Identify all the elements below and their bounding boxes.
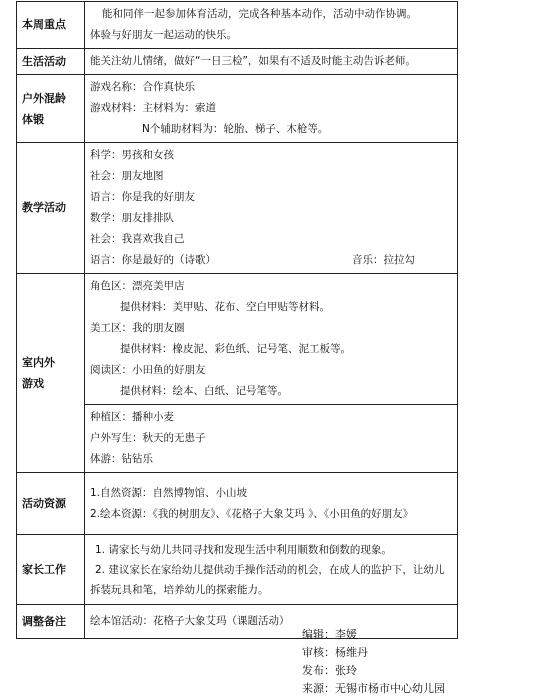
cell-games-areas — [85, 274, 458, 405]
credits-footer — [302, 626, 445, 698]
cell-parents — [85, 535, 458, 605]
row-parents — [17, 535, 458, 605]
teaching-item: 音乐：拉拉勾 — [352, 254, 415, 266]
source-credit: 来源：无锡市杨市中心幼儿园 — [302, 682, 445, 695]
cell-teaching — [85, 143, 458, 274]
teaching-item: 数学：朋友排排队 — [90, 212, 174, 224]
row-life — [17, 49, 458, 75]
notes-line: 绘本馆活动：花格子大象艾玛（课题活动） — [90, 615, 290, 627]
header-outdoor-line-2: 体锻 — [22, 112, 44, 126]
parents-line-2: 2. 建议家长在家给幼儿提供动手操作活动的机会，在成人的监护下，让幼儿拆装玩具和笔，培养幼儿的探索能力。 — [90, 563, 445, 596]
week-focus-line-1: 能和同伴一起参加体育活动，完成各种基本动作，活动中动作协调。 — [102, 8, 417, 20]
row-games-1 — [17, 274, 458, 405]
row-resources — [17, 473, 458, 535]
games-item: 提供材料：美甲贴、花布、空白甲贴等材料。 — [120, 301, 330, 313]
header-teaching: 教学活动 — [17, 143, 85, 274]
teaching-item: 语言：你是我的好朋友 — [90, 191, 195, 203]
outdoor-game-name: 游戏名称：合作真快乐 — [90, 81, 195, 93]
header-games — [17, 274, 85, 473]
header-games-line-1: 室内外 — [22, 356, 55, 369]
cell-games-other — [85, 405, 458, 473]
teaching-item: 社会：我喜欢我自己 — [90, 233, 185, 245]
header-notes: 调整备注 — [17, 605, 85, 639]
header-games-line-2: 游戏 — [22, 377, 44, 390]
games-item: 角色区：漂亮美甲店 — [90, 280, 185, 292]
editor-credit: 编辑：李媛 — [302, 628, 357, 641]
header-outdoor-line-1: 户外混龄 — [22, 91, 66, 105]
games-item: 体游：钻钻乐 — [90, 453, 153, 465]
games-item: 种植区：播种小麦 — [90, 411, 174, 423]
header-parents: 家长工作 — [17, 535, 85, 605]
games-item: 户外写生：秋天的无患子 — [90, 432, 206, 444]
week-focus-line-2: 体验与好朋友一起运动的快乐。 — [90, 29, 237, 41]
teaching-item: 社会：朋友地图 — [90, 170, 164, 182]
row-week-focus — [17, 2, 458, 49]
games-item: 提供材料：橡皮泥、彩色纸、记号笔、泥工板等。 — [120, 343, 351, 355]
outdoor-main-material: 游戏材料：主材料为：索道 — [90, 102, 216, 114]
reviewer-credit: 审核：杨维丹 — [302, 646, 368, 659]
teaching-last-line — [90, 250, 453, 271]
header-resources: 活动资源 — [17, 473, 85, 535]
cell-life — [85, 49, 458, 75]
cell-week-focus — [85, 2, 458, 49]
cell-outdoor — [85, 75, 458, 143]
publisher-credit: 发布：张玲 — [302, 664, 357, 677]
parents-line-1: 1. 请家长与幼儿共同寻找和发现生活中利用顺数和倒数的现象。 — [95, 543, 392, 556]
life-line-1: 能关注幼儿情绪，做好“一日三检”，如果有不适及时能主动告诉老师。 — [90, 55, 416, 67]
resources-line-2: 2.绘本资源：《我的树朋友》、《花格子大象艾玛 》、《小田鱼的好朋友》 — [90, 508, 414, 520]
outdoor-aux-material: N个辅助材料为：轮胎、梯子、木枪等。 — [142, 123, 329, 135]
teaching-item: 语言：你是最好的（诗歌） — [90, 254, 216, 266]
teaching-item: 科学：男孩和女孩 — [90, 149, 174, 161]
header-week-focus: 本周重点 — [17, 2, 85, 49]
games-item: 提供材料：绘本、白纸、记号笔等。 — [120, 385, 288, 397]
cell-resources — [85, 473, 458, 535]
row-teaching — [17, 143, 458, 274]
resources-line-1: 1.自然资源：自然博物馆、小山坡 — [90, 487, 248, 499]
games-item: 美工区：我的朋友圈 — [90, 322, 185, 334]
weekly-plan-table — [16, 1, 458, 639]
games-item: 阅读区：小田鱼的好朋友 — [90, 364, 206, 376]
header-outdoor — [17, 75, 85, 143]
row-outdoor — [17, 75, 458, 143]
header-life: 生活活动 — [17, 49, 85, 75]
